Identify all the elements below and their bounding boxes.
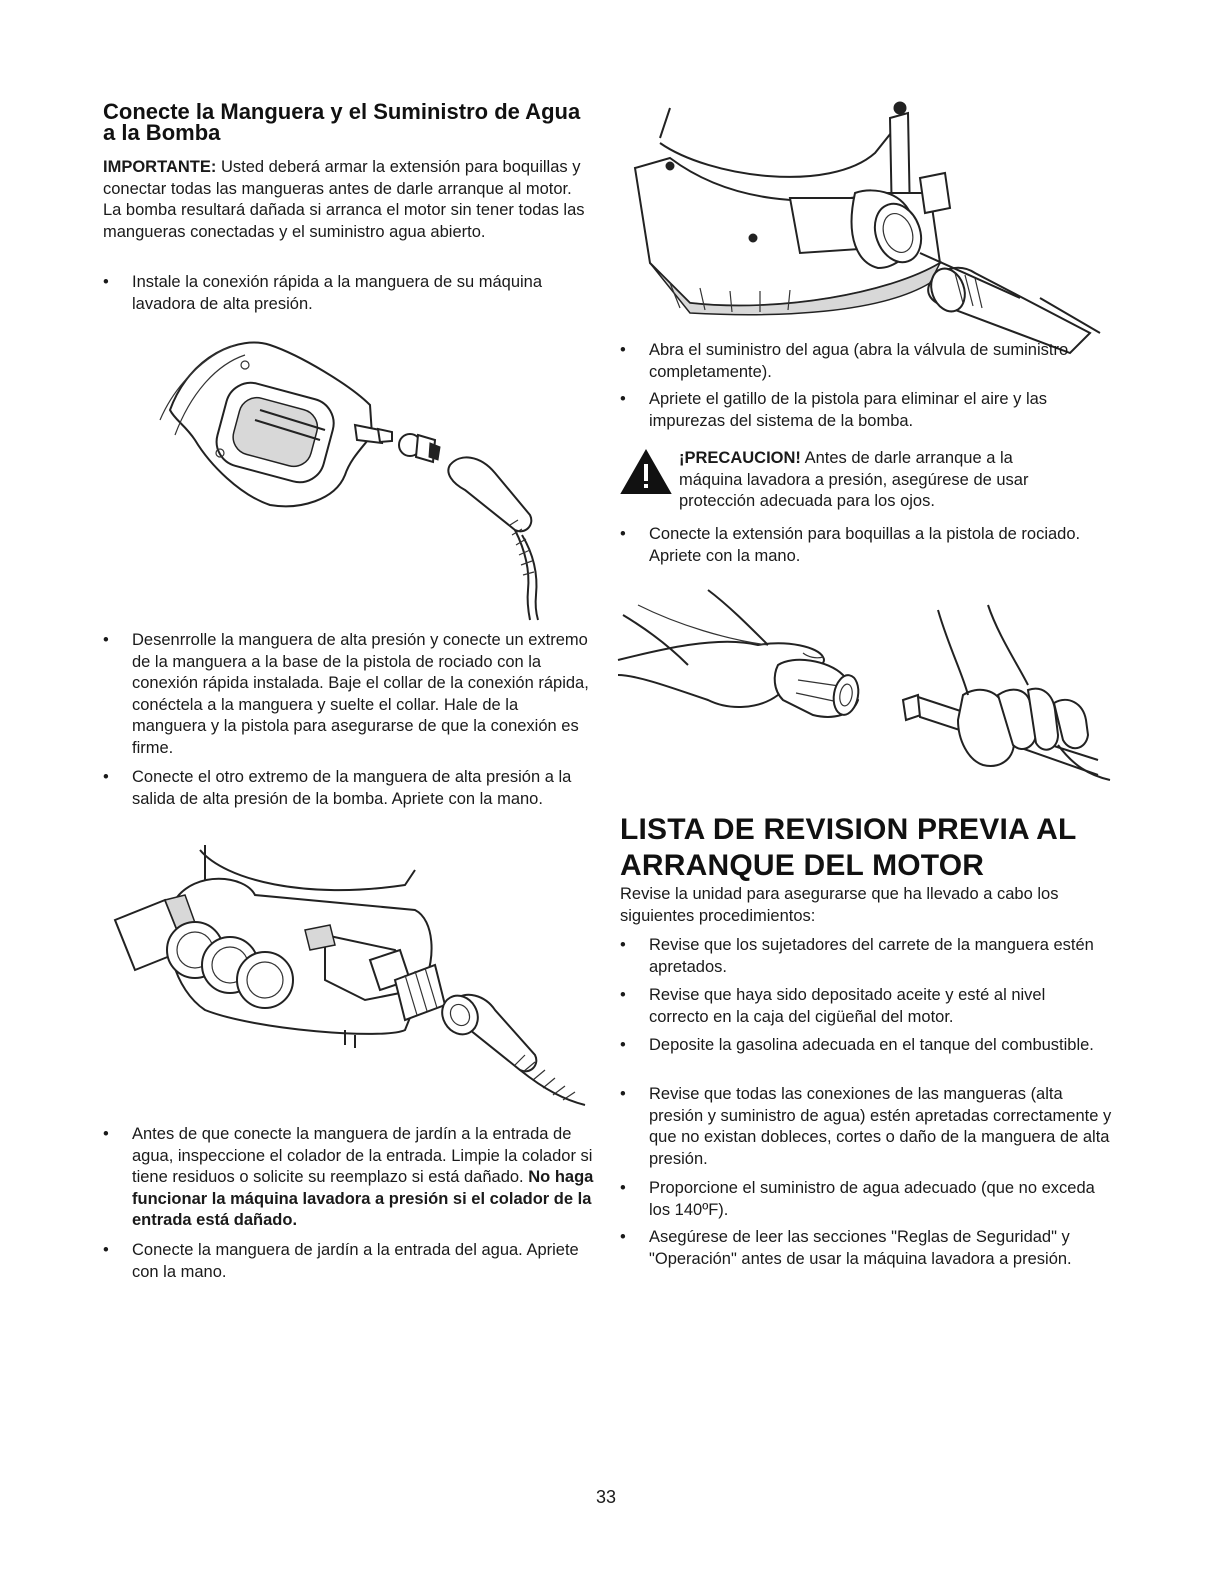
list-item	[620, 1178, 1109, 1221]
list-item	[620, 935, 1109, 978]
list-item	[103, 1124, 602, 1232]
list-item	[620, 1227, 1119, 1270]
bullet-dot: •	[103, 1241, 109, 1259]
list-item	[620, 340, 1109, 383]
caution-paragraph	[679, 448, 1079, 513]
important-text: Usted deberá armar la extensión para boquillas y conectar todas las mangueras antes de darle arranque al motor. La bomba resultará dañada si arranca el motor sin tener todas las mangueras conectadas y el suministro agua abierto.	[103, 158, 585, 241]
checklist-item: Proporcione el suministro de agua adecuado (que no exceda los 140ºF).	[649, 1179, 1095, 1219]
bullet-dot: •	[103, 768, 109, 786]
bullet-dot: •	[620, 1085, 626, 1103]
list-item	[620, 524, 1099, 567]
bullet-text-warning: No haga funcionar la máquina lavadora a presión si el colador de la entrada está dañado.	[132, 1168, 594, 1229]
checklist-item: Revise que los sujetadores del carrete de la manguera estén apretados.	[649, 936, 1094, 976]
bullet-text: Abra el suministro del agua (abra la válvula de suministro completamente).	[649, 341, 1069, 381]
spray-gun-quick-connect-illustration	[150, 325, 550, 620]
bullet-dot: •	[103, 273, 109, 291]
checklist-item: Revise que haya sido depositado aceite y esté al nivel correcto en la caja del cigüeñal del motor.	[649, 986, 1046, 1026]
section-heading-connect-hose: Conecte la Manguera y el Suministro de Agua a la Bomba	[103, 99, 581, 145]
warning-triangle-icon	[620, 449, 672, 495]
list-item	[620, 985, 1109, 1028]
checklist-heading: LISTA DE REVISION PREVIA AL ARRANQUE DEL MOTOR	[620, 813, 1077, 882]
page-number: 33	[595, 1487, 617, 1507]
list-item	[620, 389, 1119, 432]
bullet-text: Conecte la manguera de jardín a la entrada del agua. Apriete con la mano.	[132, 1241, 579, 1281]
bullet-dot: •	[103, 1125, 109, 1143]
checklist-item: Deposite la gasolina adecuada en el tanque del combustible.	[649, 1036, 1094, 1054]
list-item	[620, 1035, 1109, 1057]
checklist-item: Revise que todas las conexiones de las mangueras (alta presión y suministro de agua) estén apretadas correctamente y que no existan dobleces, cortes o daño de la manguera de alta presión.	[649, 1085, 1112, 1168]
bullet-dot: •	[620, 1179, 626, 1197]
bullet-dot: •	[620, 1036, 626, 1054]
checklist-intro: Revise la unidad para asegurarse que ha llevado a cabo los siguientes procedimientos:	[620, 885, 1059, 925]
bullet-text: Desenrrolle la manguera de alta presión y conecte un extremo de la manguera a la base de la pistola de rociado con la conexión rápida instalada. Baje el collar de la conexión rápida, conéctela a la manguera y suelte el collar. Hale de la manguera y la pistola para asegurarse de que la conexión es firme.	[132, 631, 589, 757]
bullet-dot: •	[620, 986, 626, 1004]
bullet-dot: •	[620, 390, 626, 408]
caution-text: Antes de darle arranque a la máquina lavadora a presión, asegúrese de usar protección adecuada para los ojos.	[679, 449, 1029, 510]
checklist-item: Asegúrese de leer las secciones "Reglas de Seguridad" y "Operación" antes de usar la máquina lavadora a presión.	[649, 1228, 1072, 1268]
bullet-text: Apriete el gatillo de la pistola para eliminar el aire y las impurezas del sistema de la bomba.	[649, 390, 1048, 430]
bullet-text: Conecte la extensión para boquillas a la pistola de rociado. Apriete con la mano.	[649, 525, 1081, 565]
bullet-dot: •	[620, 936, 626, 954]
bullet-dot: •	[620, 1228, 626, 1246]
pump-high-pressure-outlet-illustration	[105, 840, 590, 1110]
list-item	[103, 272, 592, 315]
bullet-text: Instale la conexión rápida a la manguera de su máquina lavadora de alta presión.	[132, 273, 543, 313]
bullet-text-normal: Antes de que conecte la manguera de jardín a la entrada de agua, inspeccione el colador de la entrada. Limpie la colador si tiene residuos o solicite su reemplazo si está dañado.	[132, 1125, 593, 1186]
caution-label: ¡PRECAUCION!	[679, 449, 801, 467]
nozzle-extension-connect-illustration	[618, 585, 1110, 785]
bullet-text	[132, 1124, 602, 1232]
important-paragraph	[103, 157, 588, 243]
garden-hose-inlet-illustration	[630, 98, 1110, 323]
list-item	[620, 1084, 1119, 1170]
list-item	[103, 767, 592, 810]
bullet-dot: •	[103, 631, 109, 649]
important-label: IMPORTANTE:	[103, 158, 217, 176]
list-item	[103, 1240, 592, 1283]
bullet-dot: •	[620, 341, 626, 359]
bullet-text: Conecte el otro extremo de la manguera de alta presión a la salida de alta presión de la bomba. Apriete con la mano.	[132, 768, 572, 808]
bullet-dot: •	[620, 525, 626, 543]
list-item	[103, 630, 592, 759]
